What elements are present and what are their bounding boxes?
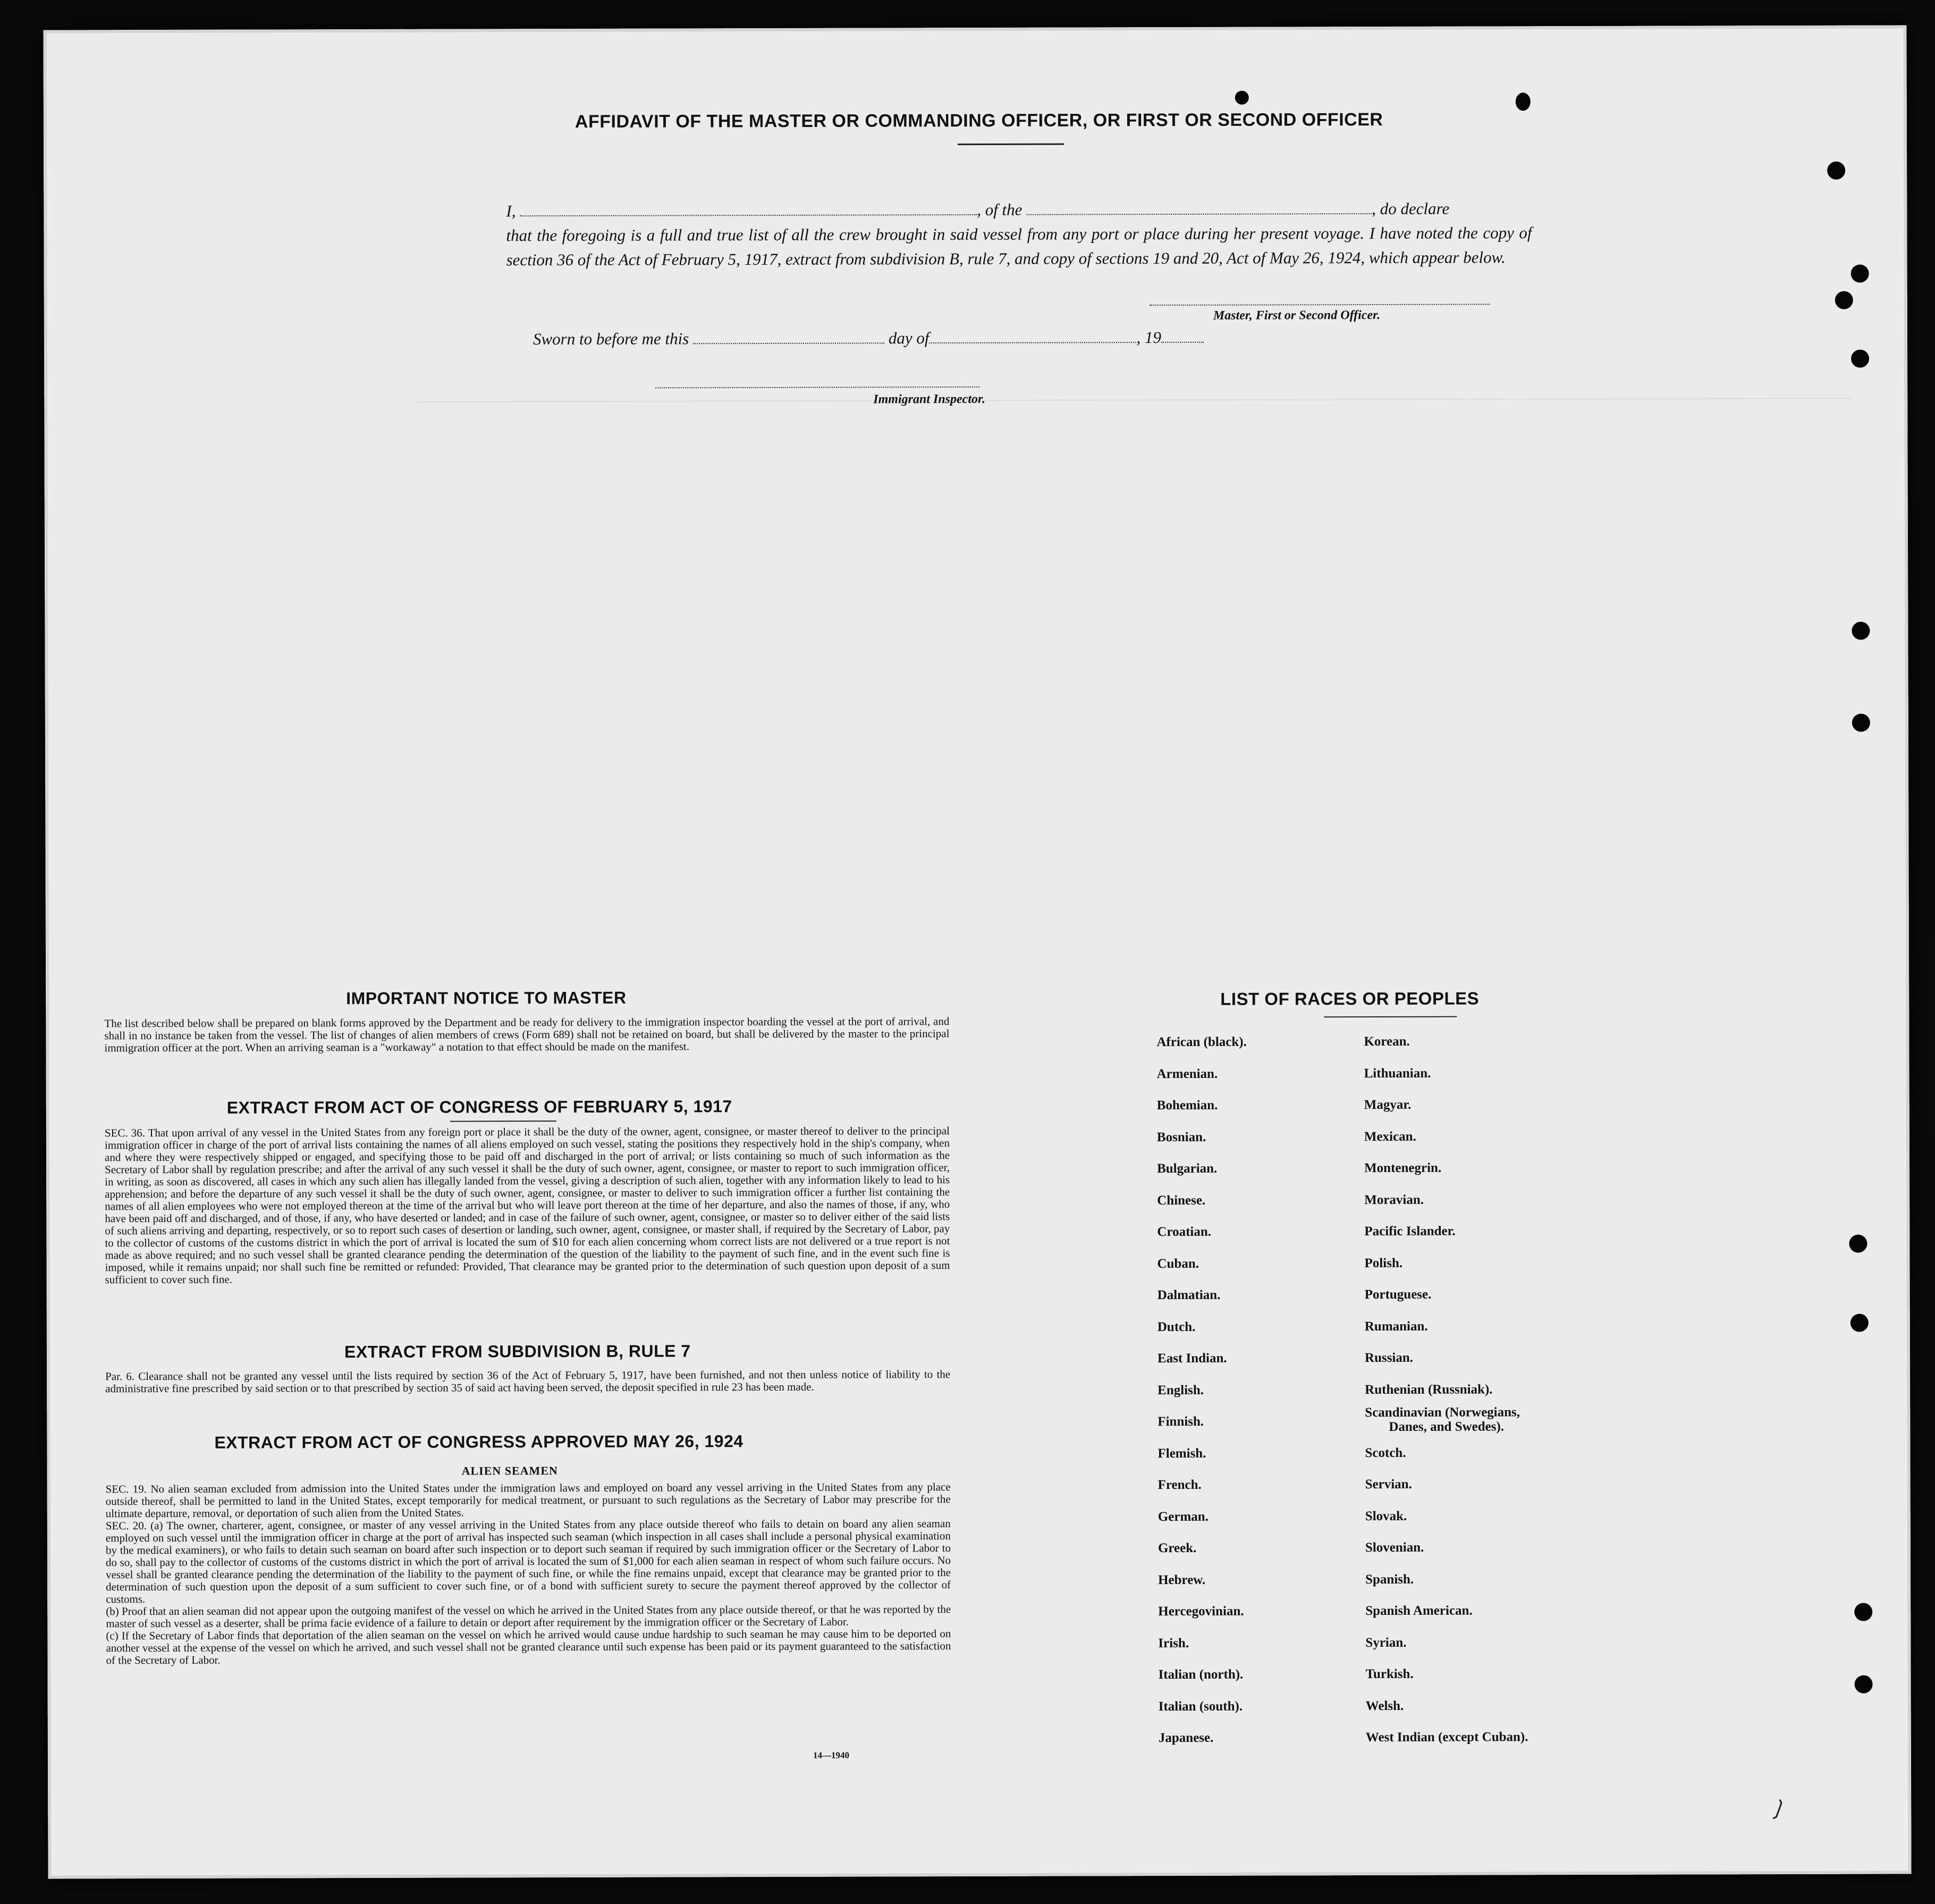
race-item: Korean. (1364, 1034, 1410, 1049)
race-item-line: Danes, and Swedes). (1389, 1419, 1505, 1434)
punch-hole (1851, 350, 1869, 368)
day-of-label: day of (888, 328, 930, 348)
subdivision-b-text: Par. 6. Clearance shall not be granted any vessel until the lists required by section 36 of the Act of February 5, 1917, have been furnished, and not then unless notice of liability to the administrative fine prescribed by said section or to that prescribed by section 35 of said act having been served, the deposit specified in rule 23 has been made. (105, 1368, 951, 1395)
punch-hole (1827, 162, 1845, 180)
race-item: Slovenian. (1365, 1540, 1424, 1555)
year-label: , 19 (1136, 328, 1161, 347)
race-item-line: Scandinavian (Norwegians, (1365, 1405, 1520, 1420)
affidavit-declare-label: , do declare (1372, 199, 1450, 218)
name-field[interactable] (520, 201, 977, 216)
extract-1917-title: EXTRACT FROM ACT OF CONGRESS OF FEBRUARY 5, 1917 (226, 1097, 732, 1117)
race-item: Bosnian. (1156, 1130, 1206, 1144)
punch-hole (1835, 291, 1853, 309)
alien-seamen-subtitle: ALIEN SEAMEN (461, 1464, 558, 1478)
sworn-year-field[interactable] (1161, 329, 1204, 343)
punch-hole (1235, 91, 1249, 105)
race-item: Slovak. (1365, 1509, 1407, 1523)
punch-hole (1852, 714, 1870, 732)
document-page (43, 25, 1911, 1878)
inspector-signature-label: Immigrant Inspector. (873, 392, 986, 407)
extract-1924-text (106, 1481, 951, 1666)
sworn-label: Sworn to before me this (533, 329, 689, 349)
race-item: French. (1157, 1477, 1202, 1493)
race-item: Pacific Islander. (1364, 1224, 1456, 1239)
punch-hole (1516, 92, 1531, 111)
race-item: Flemish. (1157, 1446, 1206, 1461)
race-item: Croatian. (1157, 1224, 1212, 1240)
races-right-column (1364, 1025, 1528, 1753)
sec20c-text: (c) If the Secretary of Labor finds that deportation of the alien seaman on the vessel on which he arrived would cause undue hardship to such seaman he may cause him to be deported on another vessel at the expense of the vessel on which he arrived, and such vessel shall not be granted clearance until such expense has been paid or its payment guaranteed to the satisfaction of the Secretary of Labor. (106, 1627, 951, 1667)
race-item: Japanese. (1158, 1730, 1214, 1746)
punch-hole (1850, 1314, 1869, 1332)
race-item: Dalmatian. (1157, 1287, 1221, 1303)
race-item: Syrian. (1365, 1635, 1407, 1650)
notice-title: IMPORTANT NOTICE TO MASTER (346, 988, 627, 1008)
form-number: 14—1940 (813, 1750, 849, 1760)
affidavit-statement: that the foregoing is a full and true list of all the crew brought in said vessel from any port or place during her present voyage. I have noted the copy of section 36 of the Act of February 5, 1917, extract from subdivision B, rule 7, and copy of sections 19 and 20, Act of May 26, 1924, which appear below. (506, 223, 1532, 269)
race-item: Bulgarian. (1157, 1161, 1218, 1176)
race-item: Italian (south). (1158, 1699, 1243, 1714)
affidavit-i-label: I, (506, 201, 516, 221)
sec20b-text: (b) Proof that an alien seaman did not appear upon the outgoing manifest of the vessel on which he arrived in the United States from any place outside thereof, or that he was reported by the master of such vessel as a deserter, shall be prima facie evidence of a failure to detain or deport after requirement by the immigration officer or the Secretary of Labor. (106, 1603, 951, 1630)
race-item: Turkish. (1365, 1666, 1414, 1682)
sec20a-text: SEC. 20. (a) The owner, charterer, agent, consignee, or master of any vessel arriving in the United States from any place outside thereof who fails to detain on board any alien seaman employed on such vessel until the immigration officer in charge at the port of arrival has inspected such seaman (which inspection in all cases shall include a personal physical examination by the medical examiners), or who fails to detain such seaman on board after such inspection or to deport such seaman if required by such immigration officer or the Secretary of Labor to do so, shall pay to the collector of customs of the customs district in which the port of arrival is located the sum of $1,000 for each alien seaman in respect of whom such failure occurs. No vessel shall be granted clearance pending the determination of the liability to the payment of such fine, or while the fine remains unpaid, except that clearance may be granted prior to the determination of such question upon the deposit of a sum sufficient to cover such fine, or of a bond with sufficient surety to secure the payment thereof approved by the collector of customs. (105, 1517, 951, 1606)
affidavit-of-the-label: , of the (977, 200, 1023, 219)
race-item: Montenegrin. (1364, 1160, 1442, 1176)
subdivision-b-title: EXTRACT FROM SUBDIVISION B, RULE 7 (344, 1341, 691, 1362)
punch-hole (1854, 1603, 1872, 1621)
race-item: West Indian (except Cuban). (1365, 1730, 1528, 1745)
race-item (1365, 1405, 1527, 1437)
race-item: Hercegovinian. (1158, 1604, 1244, 1619)
stray-mark: ❳ (1766, 1793, 1792, 1823)
extract-1917-text: SEC. 36. That upon arrival of any vessel in the United States from any foreign port or place it shall be the duty of the owner, agent, consignee, or master thereof to deliver to the principal immigration officer in charge of the port of arrival lists containing the names of all aliens employed on such vessel, stating the positions they respectively hold in the ship's company, when and where they were respectively shipped or engaged, and specifying those to be paid off and discharged in the port of arrival; or lists containing so much of such information as the Secretary of Labor shall by regulation prescribe; and after the arrival of any such vessel it shall be the duty of such owner, agent, consignee, or master to report to such immigration officer, in writing, as soon as discovered, all cases in which any such alien has illegally landed from the vessel, giving a description of such alien, together with any information likely to lead to his apprehension; and before the departure of any such vessel it shall be the duty of such owner, agent, consignee, or master to deliver to such immigration officer a further list containing the names of all alien employees who were not employed thereon at the time of the arrival but who will leave port thereon at the time of her departure, and also the names of those, if any, who have been paid off and discharged, and of those, if any, who have deserted or landed; and in case of the failure of such owner, agent, consignee, or master so to deliver either of the said lists of such aliens arriving and departing, respectively, or so to report such cases of desertion or landing, such owner, agent, consignee, or master shall, if required by the Secretary of Labor, pay to the collector of customs of the customs district in which the port of arrival is located the sum of $10 for each alien concerning whom correct lists are not delivered or a true report is not made as above required; and no such vessel shall be granted clearance pending the determination of the question of the liability to the payment of such fine, and in the event such fine is imposed, while it remains unpaid; nor shall such fine be remitted or refunded: Provided, That clearance may be granted prior to the determination of such question upon deposit of a sum sufficient to cover such fine. (104, 1124, 950, 1286)
race-item: Chinese. (1157, 1193, 1206, 1208)
punch-hole (1849, 1235, 1867, 1253)
races-title: LIST OF RACES OR PEOPLES (1220, 988, 1480, 1009)
race-item: Greek. (1157, 1540, 1197, 1556)
notice-text: The list described below shall be prepared on blank forms approved by the Department and be ready for delivery to the immigration inspector boarding the vessel at the port of arrival, and shall in no instance be taken from the vessel. The list of changes of alien members of crews (Form 689) shall not be retained on board, but shall be delivered by the master to the principal immigration officer at the port. When an arriving seaman is a "workaway" a notation to that effect should be made on the manifest. (104, 1015, 950, 1055)
race-item: Russian. (1364, 1350, 1414, 1366)
race-item: German. (1157, 1509, 1209, 1524)
race-item: Welsh. (1365, 1698, 1404, 1713)
master-signature-line[interactable] (1150, 304, 1490, 306)
vessel-field[interactable] (1026, 200, 1372, 215)
race-item: Irish. (1158, 1636, 1189, 1650)
race-item: Rumanian. (1364, 1319, 1428, 1334)
race-item: Mexican. (1364, 1129, 1416, 1144)
race-item: Spanish. (1365, 1572, 1414, 1587)
affidavit-title-rule (958, 144, 1064, 146)
race-item: Hebrew. (1158, 1572, 1206, 1587)
race-item: Moravian. (1364, 1192, 1424, 1207)
race-item: Cuban. (1157, 1256, 1199, 1271)
race-item: Bohemian. (1156, 1098, 1218, 1113)
race-item: English. (1157, 1383, 1204, 1397)
affidavit-body (506, 196, 1532, 272)
affidavit-title: AFFIDAVIT OF THE MASTER OR COMMANDING OFFICER, OR FIRST OR SECOND OFFICER (574, 109, 1383, 132)
sworn-line (533, 328, 1204, 349)
race-item: Servian. (1365, 1477, 1412, 1492)
race-item: Lithuanian. (1364, 1066, 1431, 1081)
inspector-signature-line[interactable] (655, 386, 979, 389)
race-item: Magyar. (1364, 1097, 1412, 1113)
master-signature-label: Master, First or Second Officer. (1213, 308, 1381, 323)
race-item: Polish. (1364, 1256, 1403, 1270)
race-item: African (black). (1156, 1034, 1247, 1050)
race-item: Scotch. (1365, 1445, 1406, 1460)
sworn-day-field[interactable] (693, 330, 884, 344)
race-item: Armenian. (1156, 1066, 1218, 1081)
race-item: Portuguese. (1364, 1287, 1432, 1302)
sworn-month-field[interactable] (929, 329, 1136, 343)
extract-1924-title: EXTRACT FROM ACT OF CONGRESS APPROVED MAY 26, 1924 (214, 1431, 743, 1452)
punch-hole (1851, 265, 1869, 283)
punch-hole (1855, 1675, 1873, 1694)
punch-hole (1852, 622, 1870, 640)
races-left-column (1156, 1026, 1248, 1754)
race-item: Spanish American. (1365, 1603, 1473, 1619)
race-item: Italian (north). (1158, 1667, 1244, 1682)
sec19-text: SEC. 19. No alien seaman excluded from admission into the United States under the immigration laws and employed on board any vessel arriving in the United States from any place outside thereof, shall be permitted to land in the United States, except temporarily for medical treatment, or pursuant to such regulations as the Secretary of Labor may prescribe for the ultimate departure, removal, or deportation of such alien from the United States. (105, 1480, 951, 1520)
race-item: Finnish. (1157, 1414, 1204, 1429)
race-item: East Indian. (1157, 1351, 1227, 1366)
race-item: Ruthenian (Russniak). (1365, 1381, 1493, 1397)
race-item: Dutch. (1157, 1319, 1196, 1334)
